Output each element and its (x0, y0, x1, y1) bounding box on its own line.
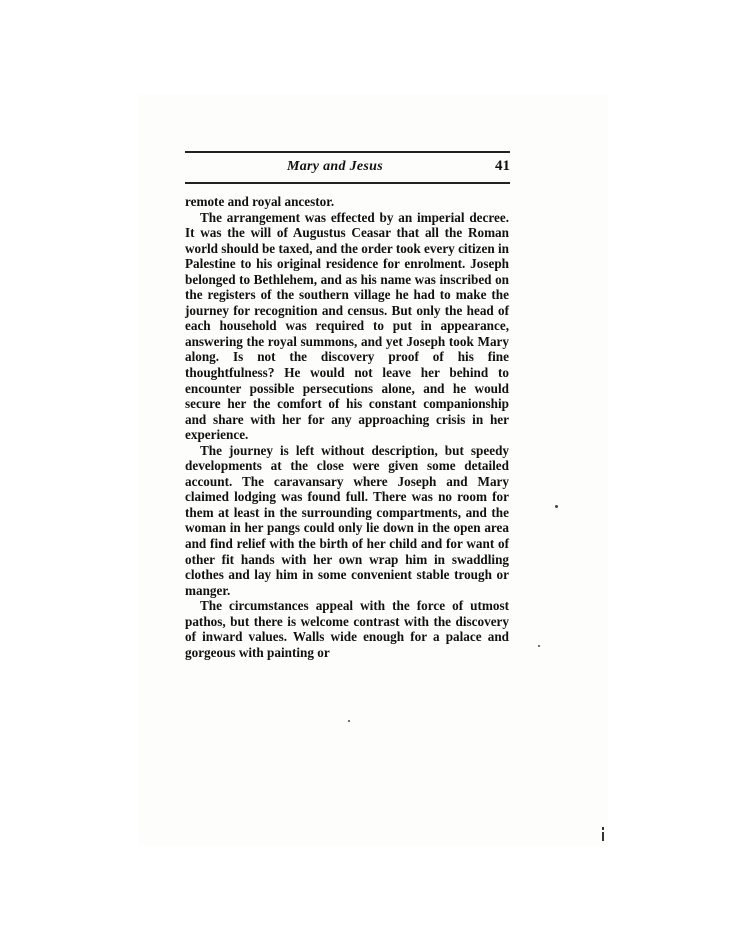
header-bottom-rule (185, 182, 510, 184)
paragraph-census: The arrangement was effected by an imperial decree. It was the will of Augustus Ceasar that all the Roman world should be taxed, and the order took every citizen in Palestine to his original residence for enrolment. Joseph belonged to Bethlehem, and as his name was inscribed on the registers of the southern village he had to make the journey for recognition and census. But only the head of each household was required to put in appearance, answering the royal summons, and yet Joseph took Mary along. Is not the discovery proof of his fine thoughtfulness? He would not leave her behind to encounter possible persecutions alone, and he would secure her the comfort of his constant companionship and share with her for any approaching crisis in her experience. (185, 209, 509, 443)
page-header (185, 151, 510, 185)
paragraph-journey: The journey is left without description, but speedy developments at the close were given some detailed account. The caravansary where Joseph and Mary claimed lodging was found full. There was no room for them at least in the surrounding compartments, and the woman in her pangs could only lie down in the open area and find relief with the birth of her child and for want of other fit hands with her own wrap him in swaddling clothes and lay him in some convenient stable trough or manger. (185, 442, 509, 598)
page-number: 41 (495, 158, 510, 174)
scan-speck (348, 720, 350, 722)
paragraph-circumstances: The circumstances appeal with the force of utmost pathos, but there is welcome contrast with the discovery of inward values. Walls wide enough for a palace and gorgeous with painting or (185, 598, 509, 660)
header-top-rule (185, 151, 510, 153)
body-text (185, 194, 509, 660)
scan-speck (555, 505, 558, 508)
scan-speck (538, 645, 540, 647)
margin-mark (601, 827, 605, 841)
running-title: Mary and Jesus (287, 159, 383, 174)
paragraph-continuation: remote and royal ancestor. (185, 194, 335, 209)
